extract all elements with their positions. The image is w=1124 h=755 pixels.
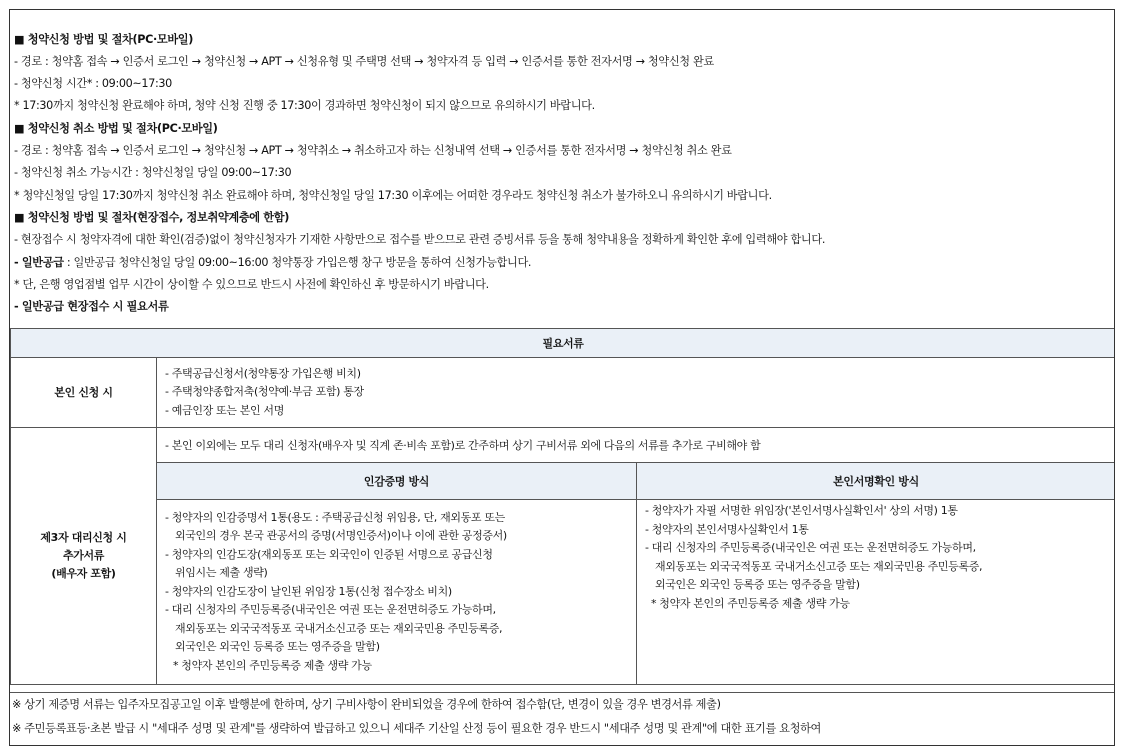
- proxy-label-line3: (배우자 포함): [51, 567, 116, 580]
- proxy-label-line2: 추가서류: [62, 549, 105, 562]
- section1-time: - 청약신청 시간* : 09:00~17:30: [14, 77, 172, 90]
- section3-line1: - 현장접수 시 청약자격에 대한 확인(검증)없이 청약신청자가 기재한 사항만으로 접수를 받으므로 관련 증빙서류 등을 통해 청약내용을 정확하게 확인한 후에 입력해야 합니다.: [14, 233, 826, 246]
- sign-method-header: 본인서명확인 방식: [637, 463, 1116, 500]
- list-item: - 주택공급신청서(청약통장 가입은행 비치): [165, 366, 361, 380]
- footer-note-2: ※ 주민등록표등·초본 발급 시 "세대주 성명 및 관계"를 생략하여 발급하고 있으니 세대주 기산일 산정 등이 필요한 경우 반드시 "세대주 성명 및 관계"에 대한 표기를 요청하여: [12, 722, 821, 735]
- section3-note: * 단, 은행 영업점별 업무 시간이 상이할 수 있으므로 반드시 사전에 확인하신 후 방문하시기 바랍니다.: [14, 278, 489, 291]
- footer-notes: [10, 692, 1115, 735]
- list-item: - 청약자의 인감증명서 1통(용도 : 주택공급신청 위임용, 단, 재외동포 또는: [165, 510, 505, 524]
- list-item: - 주택청약종합저축(청약예·부금 포함) 통장: [165, 385, 364, 399]
- seal-method-header: 인감증명 방식: [157, 463, 637, 500]
- list-item: * 청약자 본인의 주민등록증 제출 생략 가능: [173, 658, 372, 672]
- list-item: 외국인은 외국인 등록증 또는 영주증을 말함): [655, 578, 860, 591]
- list-item: 재외동포는 외국국적동포 국내거소신고증 또는 재외국민용 주민등록증,: [175, 621, 503, 635]
- section3-docs-heading: - 일반공급 현장접수 시 필요서류: [14, 300, 169, 313]
- list-item: - 청약자의 인감도장이 날인된 위임장 1통(신청 접수장소 비치): [165, 584, 452, 598]
- list-item: - 청약자가 자필 서명한 위임장('본인서명사실확인서' 상의 서명) 1통: [645, 504, 958, 517]
- list-item: - 청약자의 본인서명사실확인서 1통: [645, 522, 809, 536]
- document-frame: [9, 9, 1115, 746]
- general-text: : 일반공급 청약신청일 당일 09:00~16:00 청약통장 가입은행 창구 방문을 통하여 신청가능합니다.: [63, 256, 532, 269]
- list-item: 외국인은 외국인 등록증 또는 영주증을 말함): [175, 640, 380, 654]
- list-item: * 청약자 본인의 주민등록증 제출 생략 가능: [651, 596, 850, 610]
- section3-general: [14, 253, 531, 273]
- list-item: - 예금인장 또는 본인 서명: [165, 403, 284, 417]
- proxy-label-line1: 제3자 대리신청 시: [40, 531, 127, 544]
- self-label: 본인 신청 시: [11, 358, 157, 428]
- self-items: [157, 358, 1116, 428]
- required-documents-table: [10, 328, 1115, 685]
- section1-note: * 17:30까지 청약신청 완료해야 하며, 청약 신청 진행 중 17:30이 경과하면 청약신청이 되지 않으므로 유의하시기 바랍니다.: [14, 99, 595, 112]
- section2-route: - 경로 : 청약홈 접속 → 인증서 로그인 → 청약신청 → APT → 청약취소 → 취소하고자 하는 신청내역 선택 → 인증서를 통한 전자서명 → 청약신청 취소 완료: [14, 144, 732, 157]
- seal-method-items: [157, 500, 637, 685]
- list-item: 외국인의 경우 본국 관공서의 증명(서명인증서)이나 이에 관한 공정증서): [175, 529, 507, 543]
- list-item: 재외동포는 외국국적동포 국내거소신고증 또는 재외국민용 주민등록증,: [655, 559, 983, 573]
- section3-heading: ■ 청약신청 방법 및 절차(현장접수, 정보취약계층에 한함): [14, 211, 289, 224]
- section1-route: - 경로 : 청약홈 접속 → 인증서 로그인 → 청약신청 → APT → 신청유형 및 주택명 선택 → 청약자격 등 입력 → 인증서를 통한 전자서명 → 청약신청 완료: [14, 55, 714, 68]
- section1-heading: ■ 청약신청 방법 및 절차(PC·모바일): [14, 33, 194, 46]
- section2-note: * 청약신청일 당일 17:30까지 청약신청 취소 완료해야 하며, 청약신청일 당일 17:30 이후에는 어떠한 경우라도 청약신청 취소가 불가하오니 유의하시기 바랍니다.: [14, 189, 772, 202]
- list-item: - 대리 신청자의 주민등록증(내국인은 여권 또는 운전면허증도 가능하며,: [165, 603, 496, 617]
- sign-method-items: [637, 500, 1116, 685]
- proxy-label: [11, 428, 157, 685]
- section2-heading: ■ 청약신청 취소 방법 및 절차(PC·모바일): [14, 122, 218, 135]
- general-label: - 일반공급: [14, 256, 64, 269]
- list-item: 위임시는 제출 생략): [175, 566, 268, 580]
- proxy-intro: - 본인 이외에는 모두 대리 신청자(배우자 및 직계 존·비속 포함)로 간주하며 상기 구비서류 외에 다음의 서류를 추가로 구비해야 함: [157, 428, 1116, 463]
- table-header: 필요서류: [11, 329, 1116, 358]
- footer-note-1: ※ 상기 제증명 서류는 입주자모집공고일 이후 발행분에 한하며, 상기 구비사항이 완비되었을 경우에 한하여 접수함(단, 변경이 있을 경우 변경서류 제출): [12, 698, 721, 711]
- section2-time: - 청약신청 취소 가능시간 : 청약신청일 당일 09:00~17:30: [14, 166, 292, 179]
- list-item: - 청약자의 인감도장(재외동포 또는 외국인이 인증된 서명으로 공급신청: [165, 547, 493, 561]
- list-item: - 대리 신청자의 주민등록증(내국인은 여권 또는 운전면허증도 가능하며,: [645, 541, 976, 554]
